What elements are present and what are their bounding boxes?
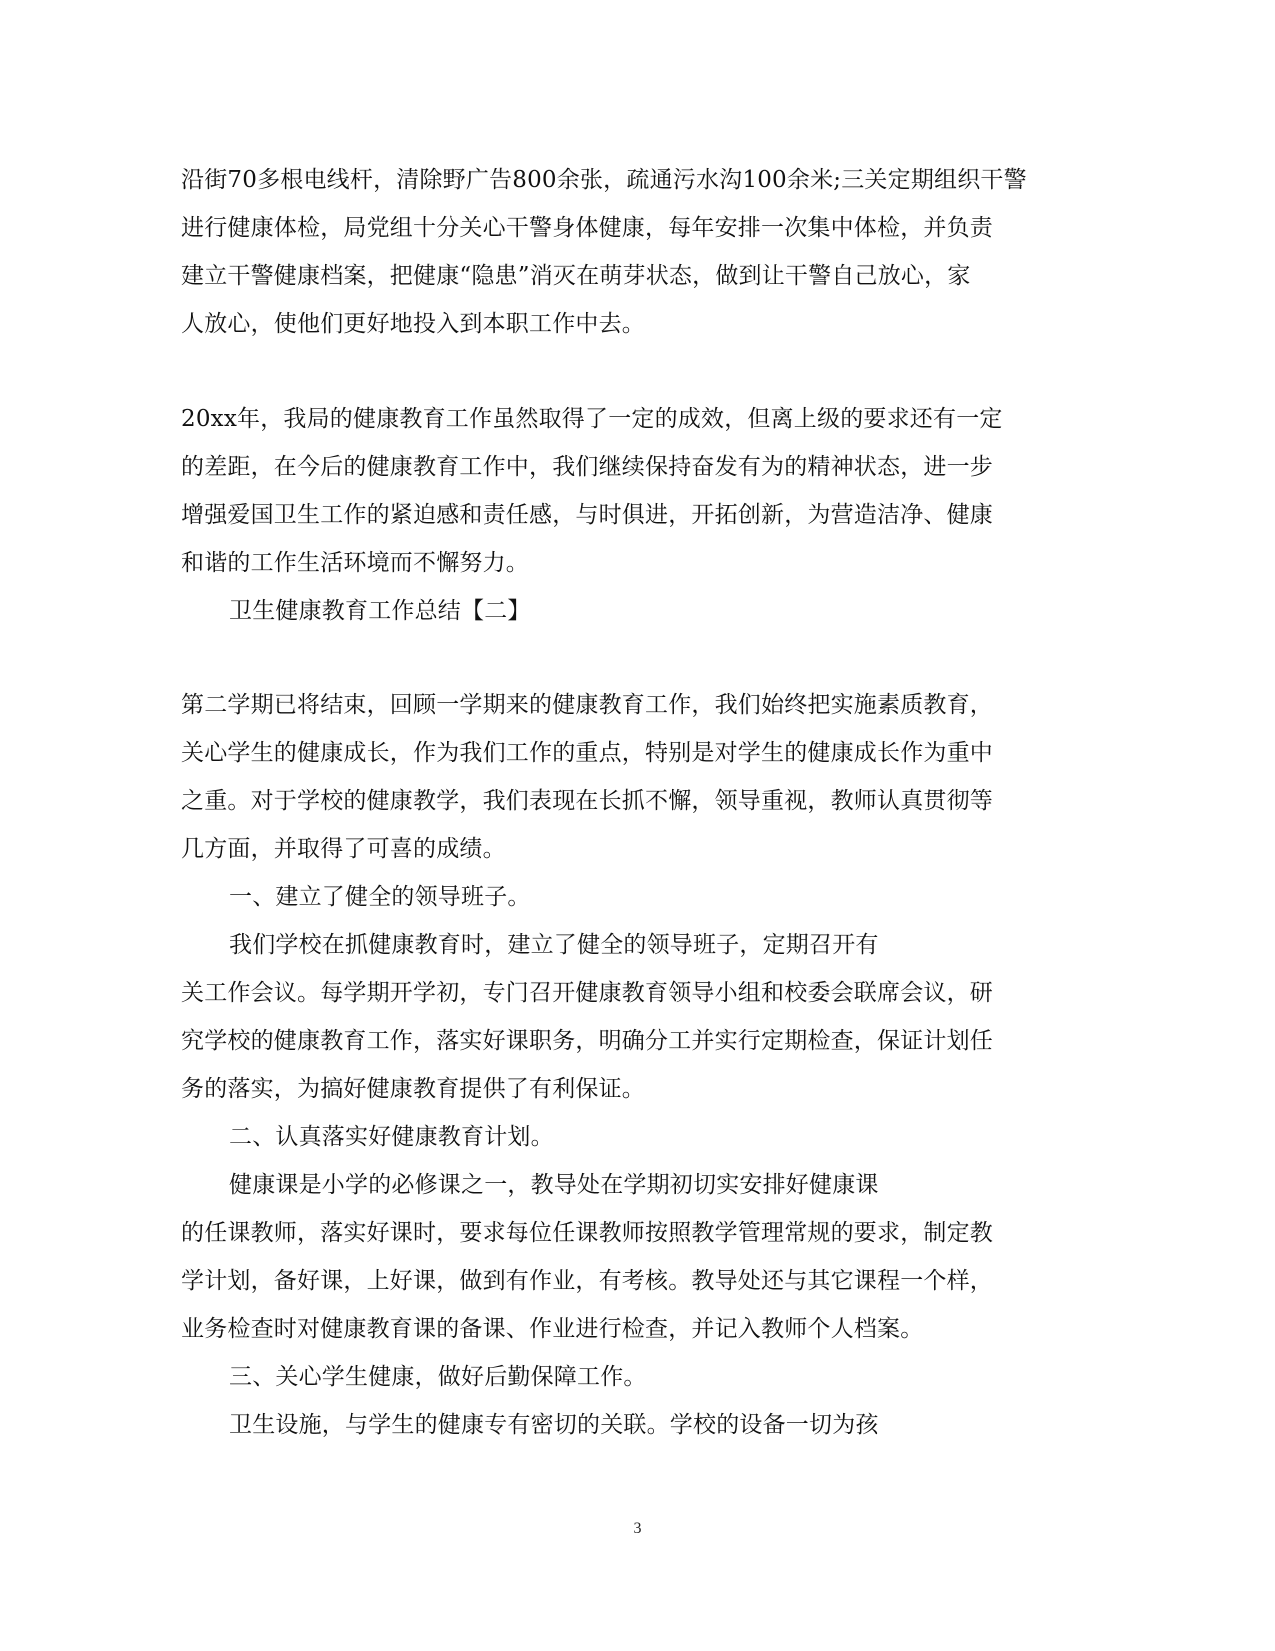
text-line: 第二学期已将结束，回顾一学期来的健康教育工作，我们始终把实施素质教育，: [181, 692, 993, 718]
text-line: 之重。对于学校的健康教学，我们表现在长抓不懈，领导重视，教师认真贯彻等: [181, 788, 993, 814]
text-line: 的任课教师，落实好课时，要求每位任课教师按照教学管理常规的要求，制定教: [181, 1220, 993, 1246]
text-line: 学计划，备好课，上好课，做到有作业，有考核。教导处还与其它课程一个样，: [181, 1268, 993, 1294]
text-line: 沿街70多根电线杆，清除野广告800余张，疏通污水沟100余米;三关定期组织干警: [181, 167, 1027, 193]
text-line: 20xx年，我局的健康教育工作虽然取得了一定的成效，但离上级的要求还有一定: [181, 406, 1003, 432]
text-line: 进行健康体检，局党组十分关心干警身体健康，每年安排一次集中体检，并负责: [181, 215, 993, 241]
paragraph-1: [181, 156, 1081, 348]
paragraph-5: [181, 1161, 1081, 1353]
subheading-3: 三、关心学生健康，做好后勤保障工作。: [229, 1364, 647, 1390]
paragraph-3: [181, 681, 1081, 873]
text-line: 和谐的工作生活环境而不懈努力。: [181, 550, 529, 576]
text-line: 关工作会议。每学期开学初，专门召开健康教育领导小组和校委会联席会议，研: [181, 980, 993, 1006]
text-line: 健康课是小学的必修课之一，教导处在学期初切实安排好健康课: [229, 1172, 879, 1198]
subheading-2: 二、认真落实好健康教育计划。: [229, 1124, 554, 1150]
text-line: 人放心，使他们更好地投入到本职工作中去。: [181, 311, 645, 337]
page-number: 3: [633, 1520, 642, 1537]
paragraph-4: [181, 921, 1081, 1113]
paragraph-2: [181, 395, 1081, 587]
text-line: 业务检查时对健康教育课的备课、作业进行检查，并记入教师个人档案。: [181, 1316, 924, 1342]
section-title: 卫生健康教育工作总结【二】: [229, 598, 531, 624]
paragraph-spacer: [181, 635, 1081, 681]
text-line: 卫生设施，与学生的健康专有密切的关联。学校的设备一切为孩: [229, 1412, 879, 1438]
text-line: 的差距，在今后的健康教育工作中，我们继续保持奋发有为的精神状态，进一步: [181, 454, 993, 480]
paragraph-6: [181, 1401, 1081, 1449]
subheading-1: 一、建立了健全的领导班子。: [229, 884, 531, 910]
paragraph-spacer: [181, 348, 1081, 395]
text-line: 增强爱国卫生工作的紧迫感和责任感，与时俱进，开拓创新，为营造洁净、健康: [181, 502, 993, 528]
text-line: 我们学校在抓健康教育时，建立了健全的领导班子，定期召开有: [229, 932, 879, 958]
text-line: 关心学生的健康成长，作为我们工作的重点，特别是对学生的健康成长作为重中: [181, 740, 993, 766]
text-line: 究学校的健康教育工作，落实好课职务，明确分工并实行定期检查，保证计划任: [181, 1028, 993, 1054]
document-body: [181, 156, 1081, 1449]
text-line: 建立干警健康档案，把健康“隐患”消灭在萌芽状态，做到让干警自己放心，家: [181, 263, 971, 289]
text-line: 务的落实，为搞好健康教育提供了有利保证。: [181, 1076, 645, 1102]
text-line: 几方面，并取得了可喜的成绩。: [181, 836, 506, 862]
